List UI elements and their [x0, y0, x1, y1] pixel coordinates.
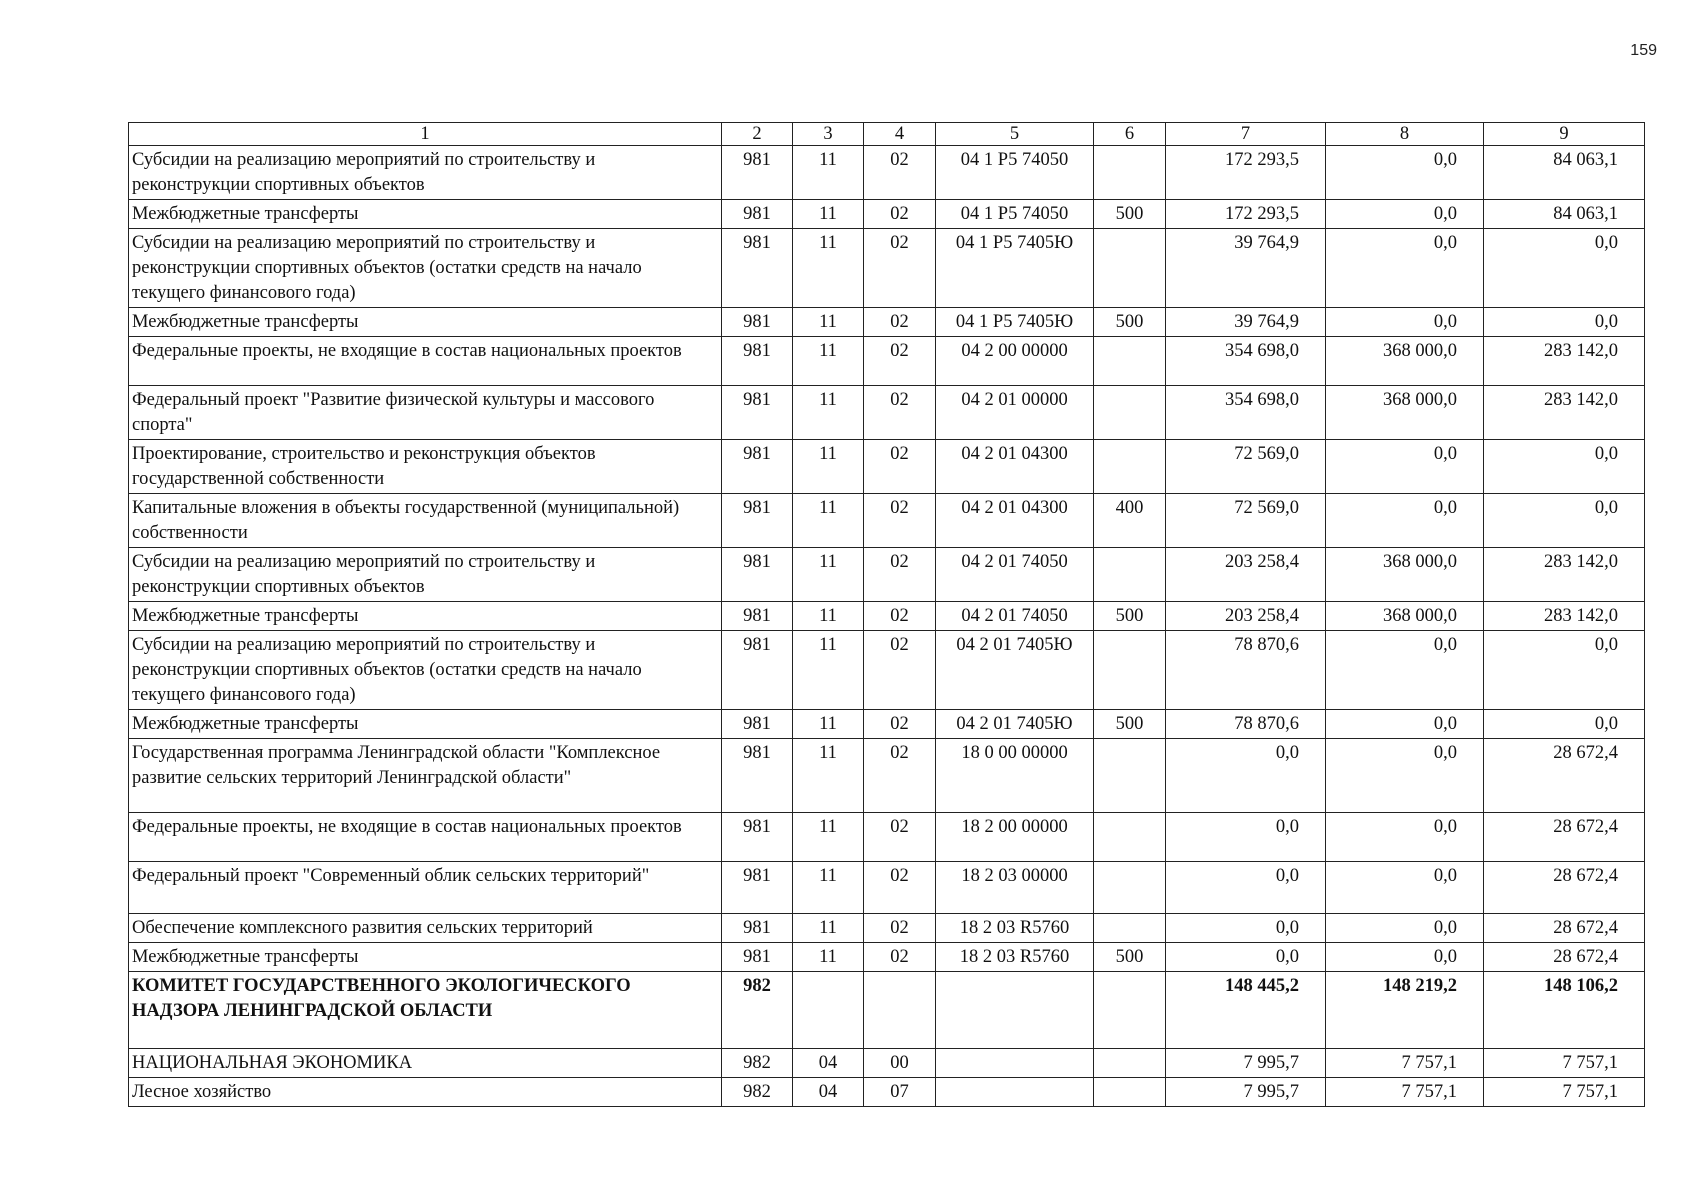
header-col-2: 2	[722, 123, 793, 146]
header-col-1: 1	[129, 123, 722, 146]
row-amount-col7: 0,0	[1166, 943, 1326, 972]
row-name: Федеральные проекты, не входящие в состав национальных проектов	[129, 337, 722, 386]
row-code-target: 04 2 01 04300	[936, 440, 1094, 494]
table-row	[129, 943, 1645, 972]
row-name: Межбюджетные трансферты	[129, 943, 722, 972]
row-code-expense-type	[1094, 914, 1166, 943]
row-code-subsection: 02	[864, 146, 936, 200]
row-code-subsection: 02	[864, 739, 936, 813]
header-col-9: 9	[1484, 123, 1645, 146]
row-code-admin: 981	[722, 386, 793, 440]
row-amount-col8: 0,0	[1326, 440, 1484, 494]
row-code-target: 18 2 03 00000	[936, 862, 1094, 914]
row-code-expense-type	[1094, 813, 1166, 862]
row-code-admin: 981	[722, 813, 793, 862]
row-code-target	[936, 1049, 1094, 1078]
row-amount-col9: 148 106,2	[1484, 972, 1645, 1049]
row-code-expense-type	[1094, 1049, 1166, 1078]
row-code-expense-type	[1094, 146, 1166, 200]
row-amount-col7: 39 764,9	[1166, 229, 1326, 308]
row-amount-col9: 7 757,1	[1484, 1078, 1645, 1107]
row-code-subsection: 07	[864, 1078, 936, 1107]
table-row	[129, 602, 1645, 631]
row-amount-col8: 368 000,0	[1326, 602, 1484, 631]
row-code-section: 11	[793, 229, 864, 308]
budget-table	[128, 122, 1645, 1107]
table-row	[129, 229, 1645, 308]
row-amount-col9: 0,0	[1484, 710, 1645, 739]
table-row	[129, 813, 1645, 862]
row-amount-col8: 368 000,0	[1326, 337, 1484, 386]
row-code-admin: 981	[722, 943, 793, 972]
row-amount-col8: 0,0	[1326, 308, 1484, 337]
row-code-expense-type	[1094, 739, 1166, 813]
row-amount-col8: 0,0	[1326, 914, 1484, 943]
row-amount-col8: 0,0	[1326, 739, 1484, 813]
table-row	[129, 337, 1645, 386]
row-code-target: 04 2 01 7405Ю	[936, 631, 1094, 710]
row-code-expense-type: 500	[1094, 602, 1166, 631]
row-name: Лесное хозяйство	[129, 1078, 722, 1107]
row-amount-col9: 0,0	[1484, 440, 1645, 494]
row-amount-col7: 72 569,0	[1166, 440, 1326, 494]
row-code-section: 11	[793, 386, 864, 440]
row-amount-col7: 7 995,7	[1166, 1078, 1326, 1107]
row-amount-col8: 368 000,0	[1326, 548, 1484, 602]
row-code-admin: 981	[722, 914, 793, 943]
row-code-target: 04 1 P5 74050	[936, 200, 1094, 229]
row-amount-col9: 28 672,4	[1484, 813, 1645, 862]
row-amount-col9: 283 142,0	[1484, 548, 1645, 602]
row-code-expense-type	[1094, 972, 1166, 1049]
row-amount-col9: 28 672,4	[1484, 943, 1645, 972]
row-code-expense-type: 400	[1094, 494, 1166, 548]
row-code-target	[936, 1078, 1094, 1107]
row-code-section	[793, 972, 864, 1049]
row-amount-col9: 283 142,0	[1484, 386, 1645, 440]
table-row	[129, 914, 1645, 943]
table-row	[129, 739, 1645, 813]
row-code-admin: 981	[722, 440, 793, 494]
row-code-section: 11	[793, 308, 864, 337]
row-code-section: 11	[793, 494, 864, 548]
row-code-expense-type	[1094, 229, 1166, 308]
row-amount-col8: 148 219,2	[1326, 972, 1484, 1049]
row-code-admin: 981	[722, 337, 793, 386]
row-code-admin: 981	[722, 862, 793, 914]
header-col-8: 8	[1326, 123, 1484, 146]
row-code-subsection: 02	[864, 631, 936, 710]
row-code-subsection: 02	[864, 914, 936, 943]
row-code-section: 11	[793, 862, 864, 914]
page-number: 159	[1630, 42, 1657, 59]
table-row	[129, 308, 1645, 337]
row-code-section: 11	[793, 943, 864, 972]
table-row	[129, 631, 1645, 710]
row-name: Государственная программа Ленинградской области "Комплексное развитие сельских территорий Ленинградской области"	[129, 739, 722, 813]
header-col-5: 5	[936, 123, 1094, 146]
table-row	[129, 862, 1645, 914]
row-code-section: 11	[793, 602, 864, 631]
row-code-expense-type: 500	[1094, 308, 1166, 337]
row-amount-col9: 0,0	[1484, 494, 1645, 548]
row-amount-col9: 0,0	[1484, 631, 1645, 710]
row-amount-col7: 0,0	[1166, 914, 1326, 943]
row-amount-col9: 28 672,4	[1484, 739, 1645, 813]
row-code-expense-type: 500	[1094, 710, 1166, 739]
row-amount-col9: 283 142,0	[1484, 337, 1645, 386]
row-code-target: 04 1 P5 74050	[936, 146, 1094, 200]
row-amount-col8: 0,0	[1326, 200, 1484, 229]
row-code-target: 18 2 00 00000	[936, 813, 1094, 862]
row-amount-col7: 72 569,0	[1166, 494, 1326, 548]
row-code-target: 04 2 01 74050	[936, 602, 1094, 631]
row-code-target: 18 0 00 00000	[936, 739, 1094, 813]
table-row	[129, 1049, 1645, 1078]
row-code-subsection: 02	[864, 943, 936, 972]
table-header-row	[129, 123, 1645, 146]
row-amount-col8: 0,0	[1326, 229, 1484, 308]
header-col-3: 3	[793, 123, 864, 146]
row-code-admin: 981	[722, 631, 793, 710]
row-code-expense-type: 500	[1094, 943, 1166, 972]
row-code-admin: 981	[722, 200, 793, 229]
row-amount-col7: 0,0	[1166, 813, 1326, 862]
row-code-section: 11	[793, 813, 864, 862]
row-name: Капитальные вложения в объекты государственной (муниципальной) собственности	[129, 494, 722, 548]
table-row	[129, 494, 1645, 548]
row-code-target: 04 1 P5 7405Ю	[936, 308, 1094, 337]
table-row	[129, 710, 1645, 739]
row-code-admin: 981	[722, 548, 793, 602]
row-code-admin: 981	[722, 146, 793, 200]
row-amount-col9: 28 672,4	[1484, 862, 1645, 914]
row-code-subsection: 02	[864, 548, 936, 602]
header-col-4: 4	[864, 123, 936, 146]
row-amount-col9: 0,0	[1484, 308, 1645, 337]
row-code-section: 11	[793, 548, 864, 602]
row-amount-col9: 7 757,1	[1484, 1049, 1645, 1078]
row-amount-col7: 148 445,2	[1166, 972, 1326, 1049]
row-code-target: 04 2 01 74050	[936, 548, 1094, 602]
row-amount-col7: 354 698,0	[1166, 386, 1326, 440]
row-code-expense-type: 500	[1094, 200, 1166, 229]
row-code-section: 11	[793, 337, 864, 386]
row-name: Субсидии на реализацию мероприятий по строительству и реконструкции спортивных объектов	[129, 548, 722, 602]
row-code-admin: 981	[722, 739, 793, 813]
row-name: Проектирование, строительство и реконструкция объектов государственной собственности	[129, 440, 722, 494]
row-code-subsection: 02	[864, 813, 936, 862]
row-amount-col7: 7 995,7	[1166, 1049, 1326, 1078]
row-code-expense-type	[1094, 440, 1166, 494]
table-row	[129, 200, 1645, 229]
row-name: Межбюджетные трансферты	[129, 308, 722, 337]
row-code-section: 04	[793, 1078, 864, 1107]
row-code-expense-type	[1094, 386, 1166, 440]
row-amount-col7: 78 870,6	[1166, 631, 1326, 710]
row-name: Федеральный проект "Развитие физической культуры и массового спорта"	[129, 386, 722, 440]
row-amount-col9: 0,0	[1484, 229, 1645, 308]
row-code-subsection: 02	[864, 386, 936, 440]
row-code-target: 18 2 03 R5760	[936, 914, 1094, 943]
row-code-section: 11	[793, 914, 864, 943]
row-amount-col9: 283 142,0	[1484, 602, 1645, 631]
row-code-admin: 982	[722, 972, 793, 1049]
row-code-admin: 981	[722, 710, 793, 739]
row-code-target: 04 1 P5 7405Ю	[936, 229, 1094, 308]
row-code-section: 11	[793, 631, 864, 710]
row-name: НАЦИОНАЛЬНАЯ ЭКОНОМИКА	[129, 1049, 722, 1078]
row-code-expense-type	[1094, 862, 1166, 914]
row-name: Федеральный проект "Современный облик сельских территорий"	[129, 862, 722, 914]
row-code-subsection: 02	[864, 308, 936, 337]
row-amount-col7: 0,0	[1166, 862, 1326, 914]
row-name: Субсидии на реализацию мероприятий по строительству и реконструкции спортивных объектов (остатки средств на начало текущего финансового года)	[129, 229, 722, 308]
table-row	[129, 1078, 1645, 1107]
row-code-subsection: 02	[864, 710, 936, 739]
row-name: Субсидии на реализацию мероприятий по строительству и реконструкции спортивных объектов (остатки средств на начало текущего финансового года)	[129, 631, 722, 710]
row-code-subsection: 02	[864, 200, 936, 229]
row-code-subsection: 02	[864, 229, 936, 308]
row-name: Межбюджетные трансферты	[129, 602, 722, 631]
row-code-admin: 981	[722, 308, 793, 337]
row-name: КОМИТЕТ ГОСУДАРСТВЕННОГО ЭКОЛОГИЧЕСКОГО НАДЗОРА ЛЕНИНГРАДСКОЙ ОБЛАСТИ	[129, 972, 722, 1049]
row-code-expense-type	[1094, 337, 1166, 386]
row-amount-col7: 172 293,5	[1166, 200, 1326, 229]
row-name: Федеральные проекты, не входящие в состав национальных проектов	[129, 813, 722, 862]
row-code-admin: 982	[722, 1049, 793, 1078]
row-amount-col8: 368 000,0	[1326, 386, 1484, 440]
table-row	[129, 440, 1645, 494]
row-code-section: 11	[793, 440, 864, 494]
row-code-subsection: 00	[864, 1049, 936, 1078]
row-amount-col8: 0,0	[1326, 146, 1484, 200]
row-code-admin: 981	[722, 229, 793, 308]
row-amount-col9: 84 063,1	[1484, 146, 1645, 200]
table-row	[129, 146, 1645, 200]
row-amount-col7: 203 258,4	[1166, 548, 1326, 602]
row-code-target: 04 2 01 7405Ю	[936, 710, 1094, 739]
row-code-subsection: 02	[864, 602, 936, 631]
row-amount-col7: 354 698,0	[1166, 337, 1326, 386]
table-row	[129, 972, 1645, 1049]
row-amount-col9: 84 063,1	[1484, 200, 1645, 229]
row-code-section: 11	[793, 146, 864, 200]
table-row	[129, 386, 1645, 440]
row-code-admin: 981	[722, 602, 793, 631]
row-amount-col8: 7 757,1	[1326, 1078, 1484, 1107]
row-code-target	[936, 972, 1094, 1049]
row-amount-col8: 0,0	[1326, 494, 1484, 548]
table-row	[129, 548, 1645, 602]
row-code-section: 11	[793, 200, 864, 229]
row-amount-col7: 203 258,4	[1166, 602, 1326, 631]
row-code-target: 04 2 01 00000	[936, 386, 1094, 440]
row-code-expense-type	[1094, 631, 1166, 710]
row-amount-col8: 0,0	[1326, 862, 1484, 914]
row-amount-col7: 172 293,5	[1166, 146, 1326, 200]
row-code-target: 04 2 00 00000	[936, 337, 1094, 386]
header-col-6: 6	[1094, 123, 1166, 146]
row-code-subsection: 02	[864, 862, 936, 914]
row-code-subsection: 02	[864, 494, 936, 548]
row-code-subsection: 02	[864, 440, 936, 494]
row-amount-col7: 0,0	[1166, 739, 1326, 813]
row-amount-col7: 39 764,9	[1166, 308, 1326, 337]
row-amount-col7: 78 870,6	[1166, 710, 1326, 739]
row-amount-col9: 28 672,4	[1484, 914, 1645, 943]
row-amount-col8: 0,0	[1326, 813, 1484, 862]
budget-table-container	[128, 122, 1644, 1107]
row-code-target: 18 2 03 R5760	[936, 943, 1094, 972]
row-name: Субсидии на реализацию мероприятий по строительству и реконструкции спортивных объектов	[129, 146, 722, 200]
row-code-expense-type	[1094, 1078, 1166, 1107]
row-amount-col8: 0,0	[1326, 943, 1484, 972]
table-body	[129, 146, 1645, 1107]
row-name: Межбюджетные трансферты	[129, 200, 722, 229]
row-code-expense-type	[1094, 548, 1166, 602]
row-name: Межбюджетные трансферты	[129, 710, 722, 739]
row-code-section: 11	[793, 739, 864, 813]
row-code-subsection: 02	[864, 337, 936, 386]
row-code-admin: 981	[722, 494, 793, 548]
row-code-subsection	[864, 972, 936, 1049]
row-amount-col8: 7 757,1	[1326, 1049, 1484, 1078]
row-amount-col8: 0,0	[1326, 710, 1484, 739]
row-code-target: 04 2 01 04300	[936, 494, 1094, 548]
header-col-7: 7	[1166, 123, 1326, 146]
row-amount-col8: 0,0	[1326, 631, 1484, 710]
row-code-section: 04	[793, 1049, 864, 1078]
row-code-section: 11	[793, 710, 864, 739]
row-name: Обеспечение комплексного развития сельских территорий	[129, 914, 722, 943]
row-code-admin: 982	[722, 1078, 793, 1107]
